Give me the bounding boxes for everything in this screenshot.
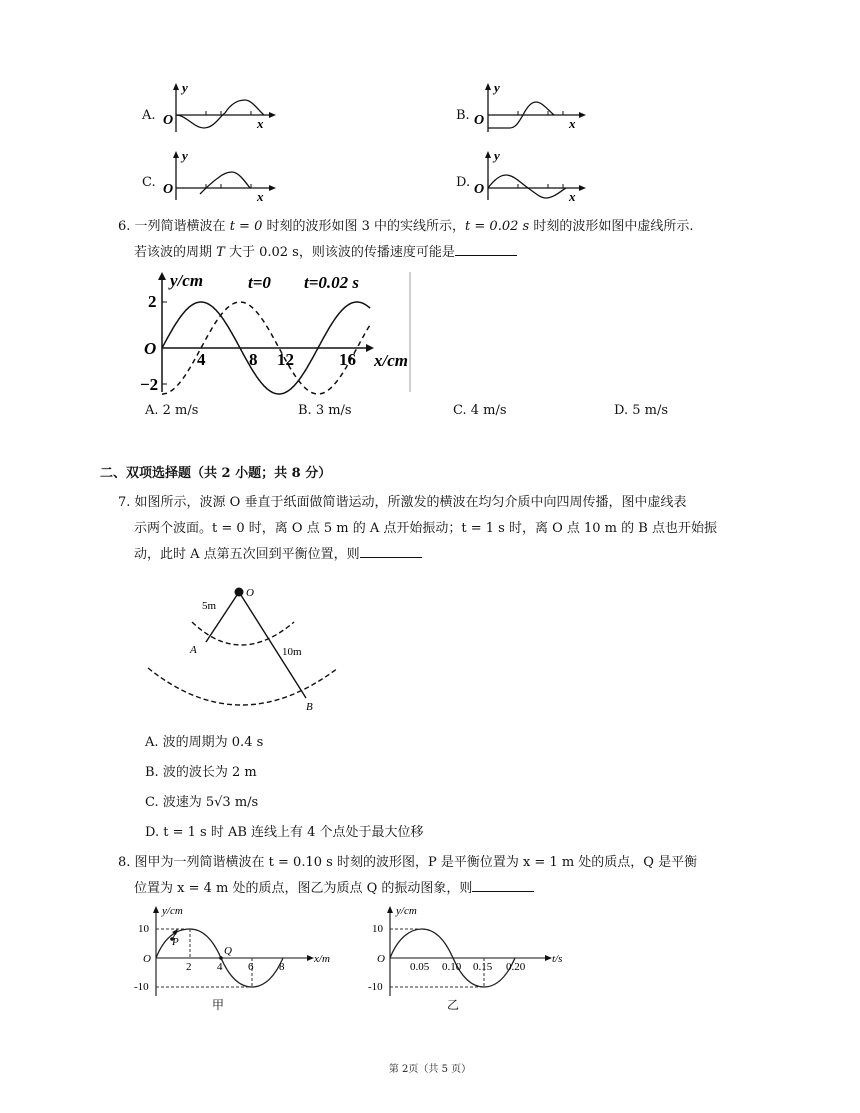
y-tick-2: 2 — [148, 292, 157, 311]
label-q: Q — [224, 945, 232, 957]
caption-jia: 甲 — [212, 998, 225, 1012]
x-tick-6: 6 — [248, 961, 254, 973]
answer-blank — [472, 878, 534, 892]
t-tick-015: 0.15 — [473, 961, 493, 973]
y-tick-neg10: -10 — [368, 981, 383, 993]
q5-option-b-graph — [470, 80, 590, 136]
wave-source-dot — [235, 588, 244, 597]
page-footer: 第 2页（共 5 页） — [388, 1064, 472, 1075]
x-tick-8: 8 — [249, 350, 258, 369]
x-axis-label: x — [257, 189, 264, 204]
origin-label: O — [474, 182, 485, 197]
q6-wave-figure — [140, 268, 420, 396]
x-axis-label: x — [257, 116, 264, 131]
y-axis-label: y/cm — [162, 905, 183, 917]
q5-option-d-letter: D. — [456, 175, 471, 190]
q7-option-c: C. 波速为 5√3 m/s — [145, 795, 259, 810]
q6-option-b: B. 3 m/s — [298, 403, 352, 418]
x-tick-8: 8 — [279, 961, 285, 973]
x-tick-12: 12 — [277, 350, 294, 369]
q6-line-2: 若该波的周期 T 大于 0.02 s，则该波的传播速度可能是 — [134, 242, 517, 264]
q7-option-b: B. 波的波长为 2 m — [145, 765, 257, 780]
q8-figure-yi — [362, 902, 582, 998]
origin-label: O — [377, 953, 385, 965]
q6-option-c: C. 4 m/s — [453, 403, 507, 418]
x-tick-16: 16 — [339, 350, 356, 369]
q7-option-d: D. t = 1 s 时 AB 连线上有 4 个点处于最大位移 — [145, 825, 424, 840]
t-tick-020: 0.20 — [506, 961, 526, 973]
y-axis-label: y — [494, 148, 500, 163]
label-o: O — [246, 587, 254, 599]
legend-t0: t=0 — [248, 273, 271, 292]
origin-label: O — [144, 339, 157, 358]
q8-figure-jia — [128, 902, 348, 998]
y-axis-label: y/cm — [396, 905, 417, 917]
label-5m: 5m — [202, 600, 217, 612]
label-b: B — [306, 701, 313, 713]
q7-option-a: A. 波的周期为 0.4 s — [145, 735, 264, 750]
y-tick-neg2: −2 — [140, 375, 159, 394]
y-axis-label: y — [182, 148, 188, 163]
origin-label: O — [163, 182, 174, 197]
q6-option-a: A. 2 m/s — [145, 403, 199, 418]
x-tick-4: 4 — [197, 350, 206, 369]
q5-option-d-graph — [470, 148, 590, 204]
q5-option-a-letter: A. — [142, 108, 156, 123]
answer-blank — [455, 242, 517, 256]
y-tick-neg10: -10 — [134, 981, 149, 993]
t-tick-005: 0.05 — [410, 961, 430, 973]
y-tick-10: 10 — [138, 923, 149, 935]
x-tick-2: 2 — [186, 961, 192, 973]
x-axis-label: x/m — [314, 953, 330, 965]
q6-option-d: D. 5 m/s — [614, 403, 669, 418]
q5-option-a-graph — [160, 80, 280, 136]
y-axis-label: y/cm — [170, 271, 204, 290]
legend-t002: t=0.02 s — [304, 273, 360, 292]
q8-line-1: 8. 图甲为一列简谐横波在 t = 0.10 s 时刻的波形图，P 是平衡位置为 x = 1 m 处的质点，Q 是平衡 — [118, 855, 698, 870]
q8-line-2: 位置为 x = 4 m 处的质点，图乙为质点 Q 的振动图象，则 — [134, 878, 534, 900]
q5-option-c-graph — [160, 148, 280, 204]
x-axis-label: x — [569, 116, 576, 131]
section-heading: 二、双项选择题（共 2 小题；共 8 分） — [100, 466, 332, 481]
q7-line-1: 7. 如图所示，波源 O 垂直于纸面做简谐运动，所激发的横波在均匀介质中向四周传播，图中虚线表 — [118, 495, 687, 510]
x-tick-4: 4 — [217, 961, 223, 973]
answer-blank — [360, 544, 422, 558]
caption-yi: 乙 — [447, 998, 460, 1012]
label-10m: 10m — [282, 646, 302, 658]
t-axis-label: t/s — [552, 953, 563, 965]
q5-option-c-letter: C. — [142, 175, 156, 190]
x-axis-label: x/cm — [374, 351, 408, 370]
q6-line-1: 6. 一列简谐横波在 t = 0 时刻的波形如图 3 中的实线所示，t = 0.02 s 时刻的波形如图中虚线所示. — [118, 219, 694, 234]
q7-wavefront-figure — [140, 580, 370, 715]
origin-label: O — [163, 113, 174, 128]
y-axis-label: y — [182, 80, 188, 95]
y-axis-label: y — [494, 80, 500, 95]
q7-line-2: 示两个波面。t = 0 时，离 O 点 5 m 的 A 点开始振动；t = 1 s 时，离 O 点 10 m 的 B 点也开始振 — [134, 521, 717, 536]
t-tick-010: 0.10 — [442, 961, 462, 973]
x-axis-label: x — [569, 189, 576, 204]
q5-option-b-letter: B. — [456, 108, 470, 123]
label-p: P — [172, 936, 179, 948]
label-a: A — [190, 644, 197, 656]
q7-line-3: 动，此时 A 点第五次回到平衡位置，则 — [134, 544, 422, 566]
origin-label: O — [474, 113, 485, 128]
y-tick-10: 10 — [372, 923, 383, 935]
origin-label: O — [143, 953, 151, 965]
